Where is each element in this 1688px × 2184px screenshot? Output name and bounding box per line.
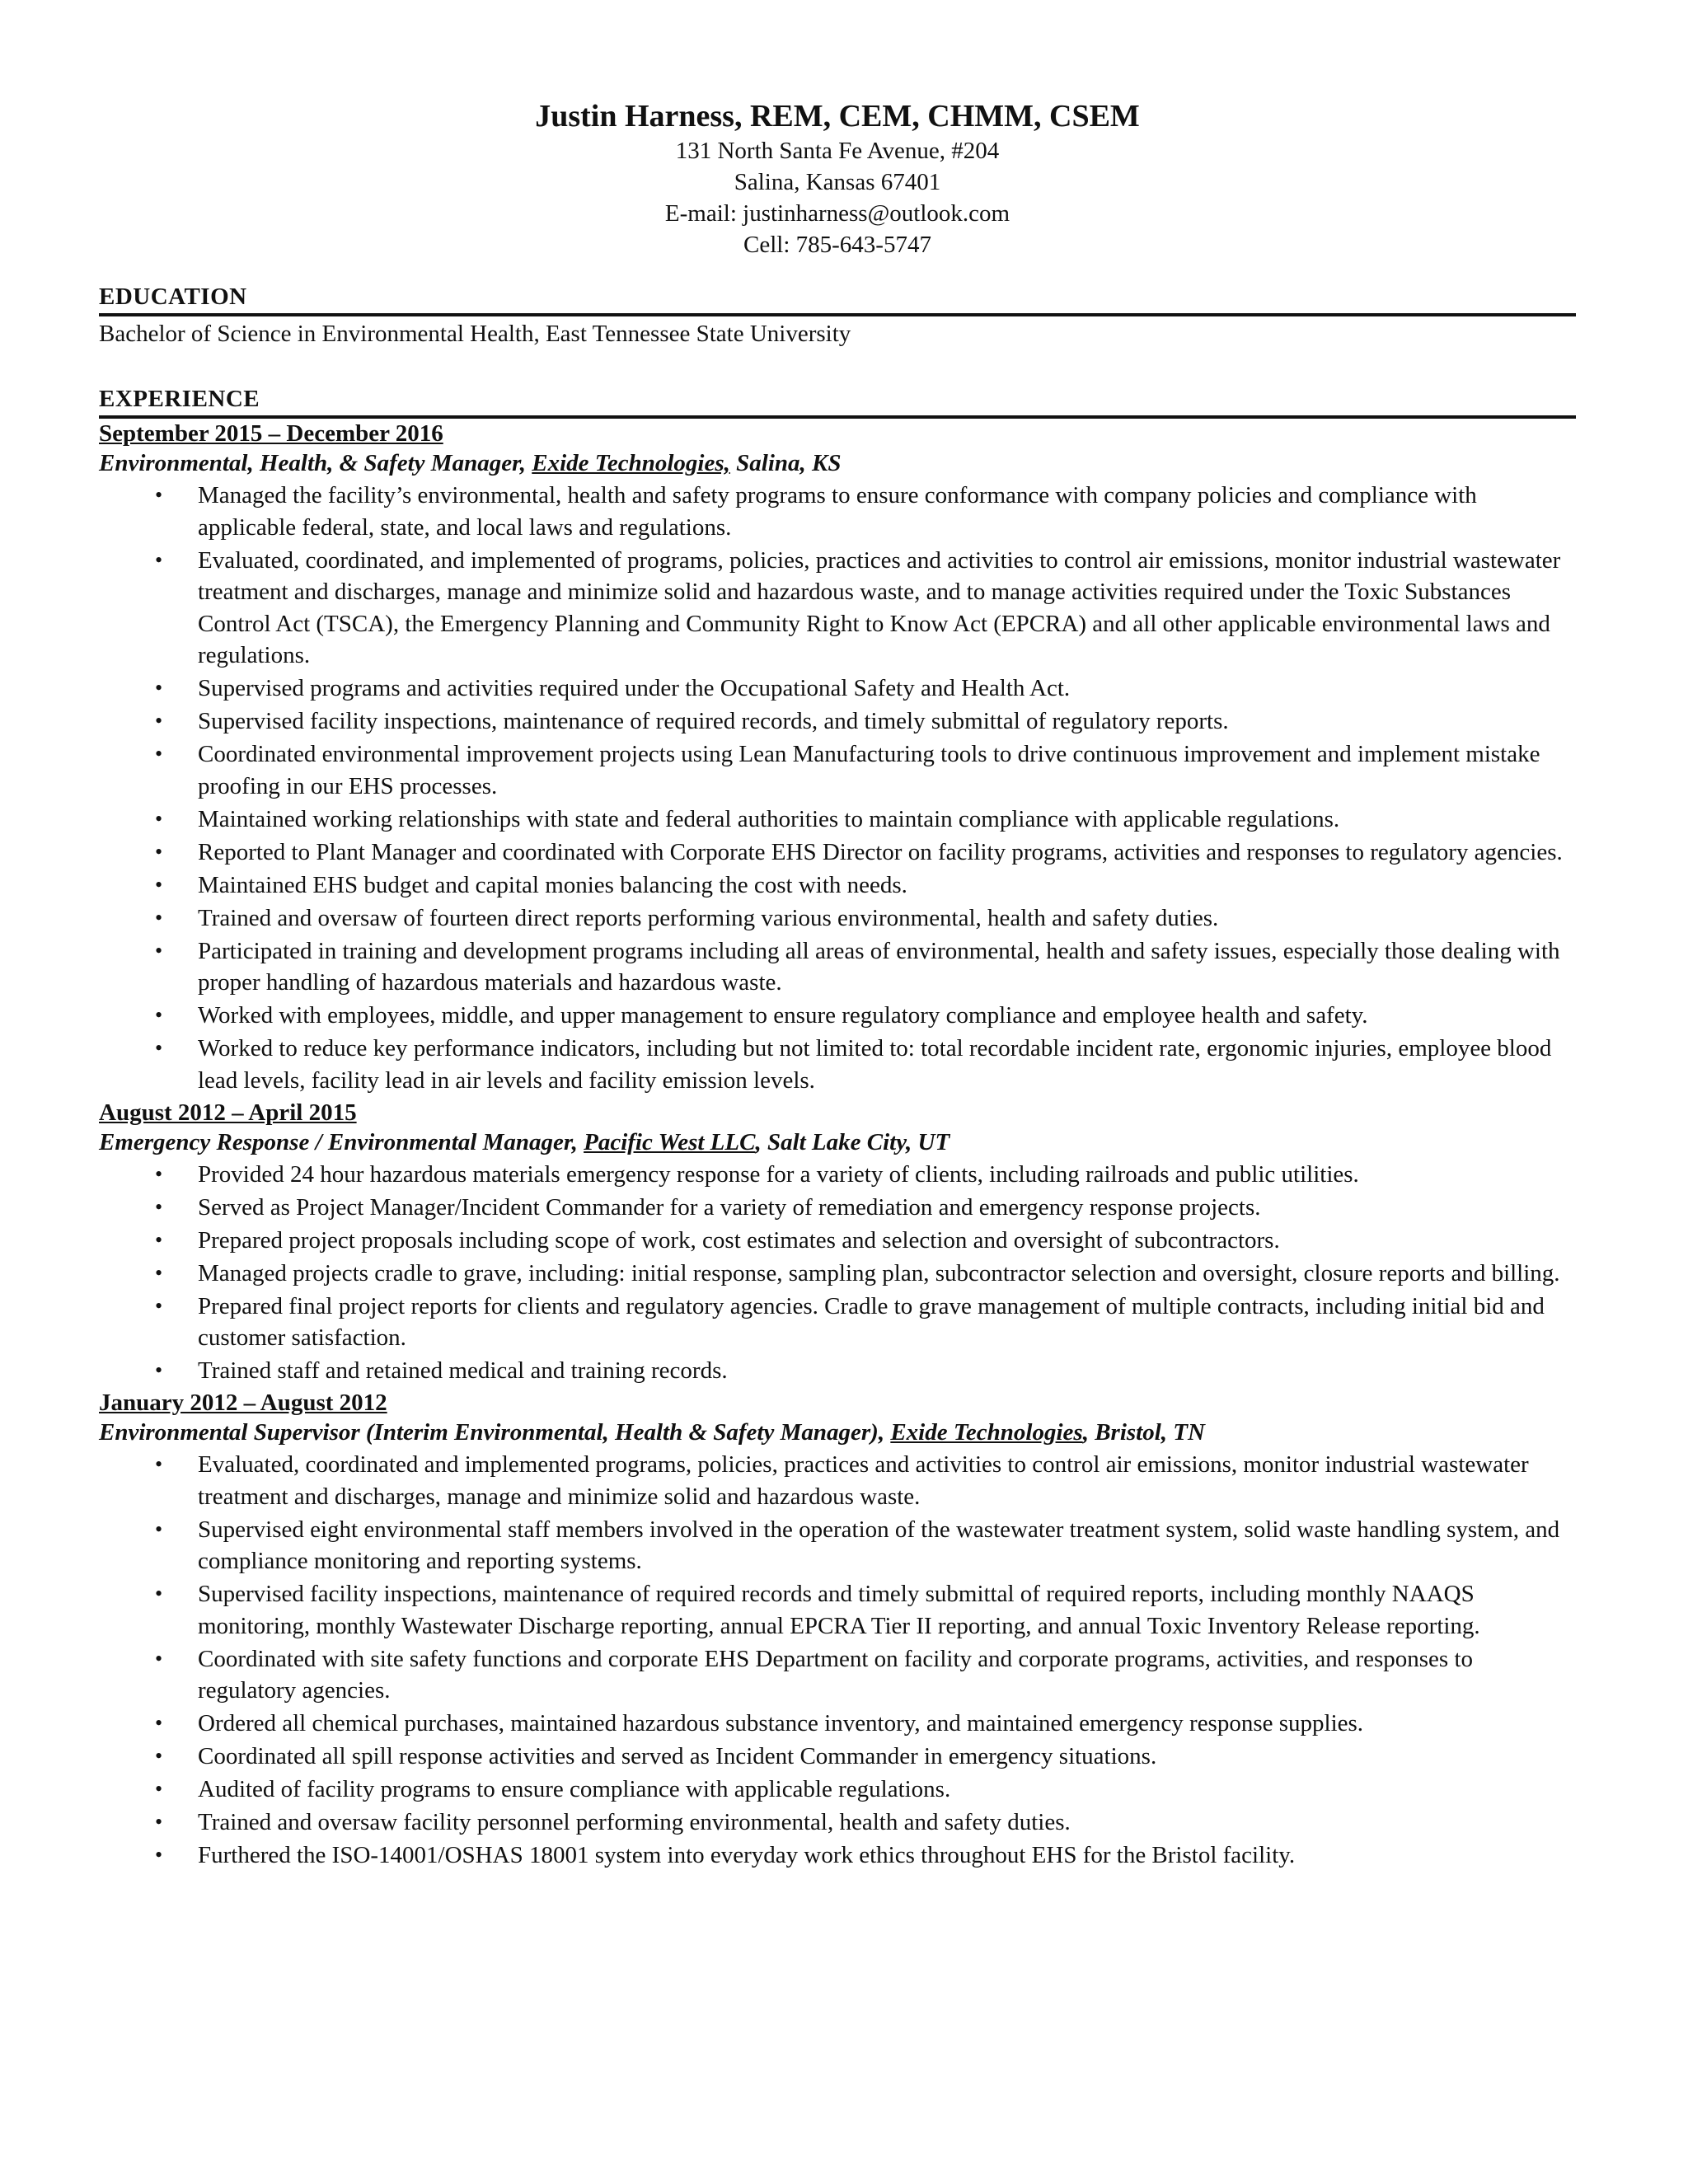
list-item	[99, 1225, 1576, 1257]
bullet-text: Coordinated with site safety functions and corporate EHS Department on facility and corporate programs, activities, and responses to regulatory agencies.	[198, 1645, 1474, 1704]
list-item	[99, 1774, 1576, 1806]
list-item	[99, 1258, 1576, 1290]
bullet-icon: •	[155, 1293, 163, 1318]
job-title	[99, 448, 1576, 478]
education-heading: EDUCATION	[99, 282, 1576, 316]
job-company: Pacific West LLC	[584, 1128, 756, 1155]
bullet-text: Reported to Plant Manager and coordinated with Corporate EHS Director on facility programs, activities and responses to regulatory agencies.	[198, 838, 1563, 865]
list-item	[99, 1578, 1576, 1642]
job-entry	[99, 419, 1576, 1096]
bullet-icon: •	[155, 905, 163, 930]
bullet-icon: •	[155, 1843, 163, 1867]
bullet-icon: •	[155, 676, 163, 700]
list-item	[99, 1708, 1576, 1740]
bullet-text: Provided 24 hour hazardous materials emergency response for a variety of clients, including railroads and public utilities.	[198, 1160, 1359, 1188]
job-company: Exide Technologies,	[532, 450, 730, 476]
candidate-name: Justin Harness, REM, CEM, CHMM, CSEM	[535, 99, 1140, 134]
experience-heading: EXPERIENCE	[99, 384, 1576, 419]
bullet-text: Supervised facility inspections, maintenance of required records, and timely submittal of regulatory reports.	[198, 708, 1229, 734]
job-entry	[99, 1098, 1576, 1387]
bullet-icon: •	[155, 1582, 163, 1605]
bullet-text: Coordinated environmental improvement projects using Lean Manufacturing tools to drive continuous improvement and implement mistake proofing in our EHS processes.	[198, 741, 1540, 799]
cell-line: Cell: 785-643-5747	[743, 232, 931, 258]
job-title	[99, 1127, 1576, 1157]
job-title	[99, 1418, 1576, 1447]
list-item	[99, 804, 1576, 836]
job-bullet-list	[99, 1159, 1576, 1387]
list-item	[99, 837, 1576, 869]
job-company: Exide Technologies	[890, 1419, 1083, 1446]
bullet-text: Managed projects cradle to grave, including: initial response, sampling plan, subcontractor selection and oversight, closure reports and billing.	[198, 1259, 1560, 1286]
list-item	[99, 1514, 1576, 1577]
list-item	[99, 705, 1576, 738]
bullet-icon: •	[155, 1003, 163, 1027]
list-item	[99, 1807, 1576, 1839]
experience-section	[99, 384, 1576, 1872]
resume-header	[99, 97, 1576, 260]
bullet-icon: •	[155, 1452, 163, 1476]
job-bullet-list	[99, 480, 1576, 1096]
job-location: Salina, KS	[729, 450, 842, 476]
job-position: Emergency Response / Environmental Manager,	[99, 1128, 584, 1155]
bullet-text: Supervised programs and activities required under the Occupational Safety and Health Act.	[198, 675, 1071, 701]
list-item	[99, 1033, 1576, 1096]
list-item	[99, 738, 1576, 802]
job-dates: January 2012 – August 2012	[99, 1390, 387, 1416]
bullet-text: Furthered the ISO-14001/OSHAS 18001 system into everyday work ethics throughout EHS for the Bristol facility.	[198, 1842, 1296, 1868]
bullet-icon: •	[155, 1810, 163, 1834]
bullet-icon: •	[155, 1194, 163, 1219]
bullet-icon: •	[155, 1744, 163, 1768]
bullet-icon: •	[155, 483, 163, 507]
bullet-icon: •	[155, 547, 163, 572]
list-item	[99, 1840, 1576, 1872]
bullet-icon: •	[155, 1227, 163, 1252]
bullet-icon: •	[155, 872, 163, 897]
bullet-icon: •	[155, 1161, 163, 1186]
bullet-text: Managed the facility’s environmental, health and safety programs to ensure conformance with company policies and compliance with applicable federal, state, and local laws and regulations.	[198, 482, 1477, 541]
bullet-icon: •	[155, 1516, 163, 1541]
job-dates: August 2012 – April 2015	[99, 1099, 357, 1126]
bullet-icon: •	[155, 742, 163, 766]
bullet-icon: •	[155, 1646, 163, 1671]
job-entry	[99, 1388, 1576, 1872]
bullet-text: Coordinated all spill response activities and served as Incident Commander in emergency situations.	[198, 1743, 1157, 1769]
list-item	[99, 869, 1576, 902]
bullet-icon: •	[155, 1777, 163, 1801]
bullet-text: Trained and oversaw of fourteen direct reports performing various environmental, health and safety duties.	[198, 904, 1219, 931]
bullet-text: Supervised facility inspections, maintenance of required records and timely submittal of required reports, including monthly NAAQS monitoring, monthly Wastewater Discharge reporting, annual EPCRA Tier II reporting, and annual Toxic Inventory Release reporting.	[198, 1581, 1480, 1639]
bullet-icon: •	[155, 806, 163, 831]
education-section	[99, 282, 1576, 349]
list-item	[99, 1192, 1576, 1224]
education-degree: Bachelor of Science in Environmental Health, East Tennessee State University	[99, 321, 851, 347]
resume-page	[99, 97, 1576, 1872]
bullet-text: Prepared project proposals including scope of work, cost estimates and selection and oversight of subcontractors.	[198, 1226, 1280, 1254]
bullet-icon: •	[155, 938, 163, 963]
list-item	[99, 545, 1576, 672]
bullet-text: Maintained working relationships with state and federal authorities to maintain compliance with applicable regulations.	[198, 805, 1340, 832]
bullet-text: Evaluated, coordinated, and implemented of programs, policies, practices and activities to control air emissions, monitor industrial wastewater treatment and discharges, manage and minimize solid and hazardous waste, and to manage activities required under the Toxic Substances Control Act (TSCA), the Emergency Planning and Community Right to Know Act (EPCRA) and all other applicable environmental laws and regulations.	[198, 546, 1561, 668]
list-item	[99, 1355, 1576, 1387]
bullet-icon: •	[155, 1036, 163, 1060]
job-location: , Bristol, TN	[1082, 1419, 1205, 1446]
bullet-text: Trained and oversaw facility personnel performing environmental, health and safety duties.	[198, 1809, 1071, 1835]
list-item	[99, 902, 1576, 935]
list-item	[99, 1000, 1576, 1032]
bullet-text: Participated in training and development programs including all areas of environmental, health and safety issues, especially those dealing with proper handling of hazardous materials and hazardous waste.	[198, 937, 1560, 996]
list-item	[99, 935, 1576, 999]
bullet-icon: •	[155, 709, 163, 733]
bullet-text: Prepared final project reports for clients and regulatory agencies. Cradle to grave management of multiple contracts, including initial bid and customer satisfaction.	[198, 1292, 1545, 1351]
bullet-text: Worked with employees, middle, and upper management to ensure regulatory compliance and employee health and safety.	[198, 1002, 1368, 1029]
job-bullet-list	[99, 1449, 1576, 1872]
address-line-2: Salina, Kansas 67401	[734, 169, 941, 195]
bullet-text: Trained staff and retained medical and training records.	[198, 1357, 728, 1384]
address-line-1: 131 North Santa Fe Avenue, #204	[675, 138, 1000, 164]
bullet-icon: •	[155, 839, 163, 864]
job-dates: September 2015 – December 2016	[99, 420, 443, 447]
list-item	[99, 480, 1576, 543]
list-item	[99, 1741, 1576, 1773]
bullet-text: Served as Project Manager/Incident Commander for a variety of remediation and emergency response projects.	[198, 1193, 1261, 1221]
list-item	[99, 1291, 1576, 1354]
bullet-text: Supervised eight environmental staff members involved in the operation of the wastewater treatment system, solid waste handling system, and compliance monitoring and reporting systems.	[198, 1516, 1560, 1574]
job-location: , Salt Lake City, UT	[755, 1128, 950, 1155]
list-item	[99, 1159, 1576, 1191]
bullet-text: Worked to reduce key performance indicators, including but not limited to: total recordable incident rate, ergonomic injuries, employee blood lead levels, facility lead in air levels and facility emission levels.	[198, 1035, 1552, 1094]
list-item	[99, 673, 1576, 705]
bullet-text: Maintained EHS budget and capital monies balancing the cost with needs.	[198, 871, 907, 898]
job-position: Environmental Supervisor (Interim Environmental, Health & Safety Manager),	[99, 1419, 891, 1446]
email-line: E-mail: justinharness@outlook.com	[664, 200, 1010, 227]
bullet-icon: •	[155, 1711, 163, 1735]
bullet-text: Evaluated, coordinated and implemented programs, policies, practices and activities to control air emissions, monitor industrial wastewater treatment and discharges, manage and minimize solid and hazardous waste.	[198, 1451, 1529, 1510]
bullet-text: Ordered all chemical purchases, maintained hazardous substance inventory, and maintained emergency response supplies.	[198, 1710, 1364, 1736]
job-position: Environmental, Health, & Safety Manager,	[99, 450, 532, 476]
bullet-icon: •	[155, 1358, 163, 1382]
bullet-text: Audited of facility programs to ensure compliance with applicable regulations.	[198, 1776, 951, 1802]
list-item	[99, 1643, 1576, 1707]
list-item	[99, 1449, 1576, 1512]
bullet-icon: •	[155, 1260, 163, 1285]
